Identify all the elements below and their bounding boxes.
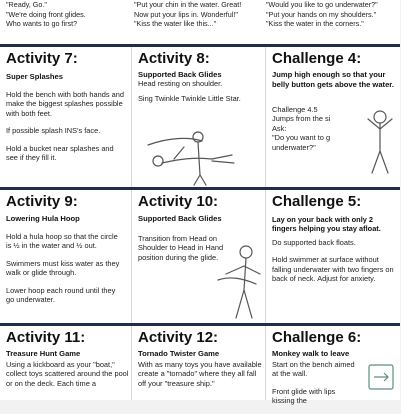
quote-line: "Put your chin in the water. Great!	[134, 0, 242, 9]
card-body	[272, 360, 356, 414]
card-subtitle: Treasure Hunt Game	[6, 349, 81, 358]
card-paragraph: Lay on your back with only 2 fingers helping you stay afloat.	[272, 215, 381, 234]
card-body	[138, 79, 266, 112]
card-title: Activity 12:	[138, 329, 219, 346]
quote-column-3	[266, 0, 378, 29]
activity-row-3	[0, 326, 400, 406]
card-title: Challenge 4:	[272, 50, 362, 67]
jumping-child-icon	[360, 105, 400, 185]
card-line: Ask:	[272, 123, 287, 133]
card-title: Activity 9:	[6, 193, 78, 210]
card-title: Challenge 6:	[272, 329, 362, 346]
quote-column-2	[134, 0, 241, 29]
card-paragraph: Hold a hula hoop so that the circle is ½ in the water and ½ out.	[6, 232, 118, 251]
activity-12-card	[131, 326, 266, 400]
activity-11-card	[0, 326, 131, 400]
swimmer-instructor-illustration-icon	[216, 240, 266, 322]
quote-column-1	[6, 0, 86, 29]
quote-line: "Kiss the water in the corners."	[266, 19, 364, 29]
card-subtitle: Monkey walk to leave	[272, 349, 350, 358]
card-paragraph: If possible splash INS's face.	[6, 126, 101, 136]
card-subtitle: Supported Back Glides	[138, 70, 222, 79]
card-title: Activity 8:	[138, 50, 210, 67]
card-paragraph: Lower hoop each round until they go underwater.	[6, 285, 116, 305]
quote-line: "Kiss the water like this..."	[134, 19, 217, 29]
card-title: Activity 11:	[6, 329, 86, 346]
pool-wall-icon	[366, 362, 396, 392]
activity-10-card	[131, 190, 266, 323]
card-title: Activity 10:	[138, 193, 219, 210]
card-subtitle: Supported Back Glides	[138, 214, 222, 223]
card-subtitle: Lowering Hula Hoop	[6, 214, 80, 223]
quote-line: "Put your hands on my shoulders."	[266, 9, 377, 19]
card-line: Jumps from the si	[272, 114, 331, 124]
card-body	[272, 215, 396, 291]
card-paragraph: Swimmers must kiss water as they walk or glide through.	[6, 258, 120, 278]
activity-8-card	[131, 47, 266, 187]
quote-line: Now put your lips in. Wonderful!"	[134, 9, 238, 19]
card-paragraph: Hold the bench with both hands and make the biggest splashes possible with both feet.	[6, 90, 124, 118]
card-title: Challenge 5:	[272, 193, 362, 210]
card-paragraph: Start on the bench aimed at the wall.	[272, 360, 355, 379]
quote-line: "We're doing front glides.	[6, 9, 86, 19]
card-paragraph: Transition from Head on Shoulder to Head in Hand position during the glide.	[138, 234, 224, 262]
activity-row-2	[0, 190, 400, 323]
activity-row-1	[0, 47, 400, 187]
card-paragraph: Using a kickboard as your "boat," collect toys scattered around the pool or on the deck. Each time a	[6, 360, 129, 388]
card-body	[6, 360, 130, 396]
back-glide-illustration-icon	[140, 115, 250, 187]
challenge-5-card	[265, 190, 401, 323]
card-subtitle: Jump high enough so that your belly button gets above the water.	[272, 70, 394, 89]
card-title: Activity 7:	[6, 50, 78, 67]
card-paragraph: Do supported back floats.	[272, 237, 356, 247]
top-quote-strip	[0, 0, 400, 44]
card-subtitle: Tornado Twister Game	[138, 349, 220, 358]
card-body	[272, 105, 352, 152]
card-paragraph: With as many toys you have available create a "tornado" where they all fall off your "treasure ship."	[138, 360, 262, 388]
card-line: underwater?"	[272, 142, 316, 152]
card-paragraph: Hold swimmer at surface without falling underwater with two fingers on back of neck. Adjust for anxiety.	[272, 255, 394, 284]
quote-line: Who wants to go first?	[6, 19, 78, 29]
card-line: "Do you want to g	[272, 133, 331, 143]
activity-9-card	[0, 190, 131, 323]
card-paragraph: Front glide with lips kissing the	[272, 386, 336, 406]
card-paragraph: Hold a bucket near splashes and see if they fill it.	[6, 143, 114, 163]
card-subtitle: Super Splashes	[6, 72, 63, 81]
card-paragraph: Head resting on shoulder.	[138, 79, 223, 88]
card-line: Challenge 4.5	[272, 105, 318, 114]
challenge-4-card	[265, 47, 401, 187]
card-body	[138, 360, 264, 396]
quote-line: "Would you like to go underwater?"	[266, 0, 378, 9]
challenge-6-card	[265, 326, 401, 406]
card-paragraph: Sing Twinkle Twinkle Little Star.	[138, 94, 241, 104]
activity-7-card	[0, 47, 131, 187]
card-body	[6, 90, 124, 170]
quote-line: "Ready, Go."	[6, 0, 47, 9]
card-body	[6, 232, 124, 312]
